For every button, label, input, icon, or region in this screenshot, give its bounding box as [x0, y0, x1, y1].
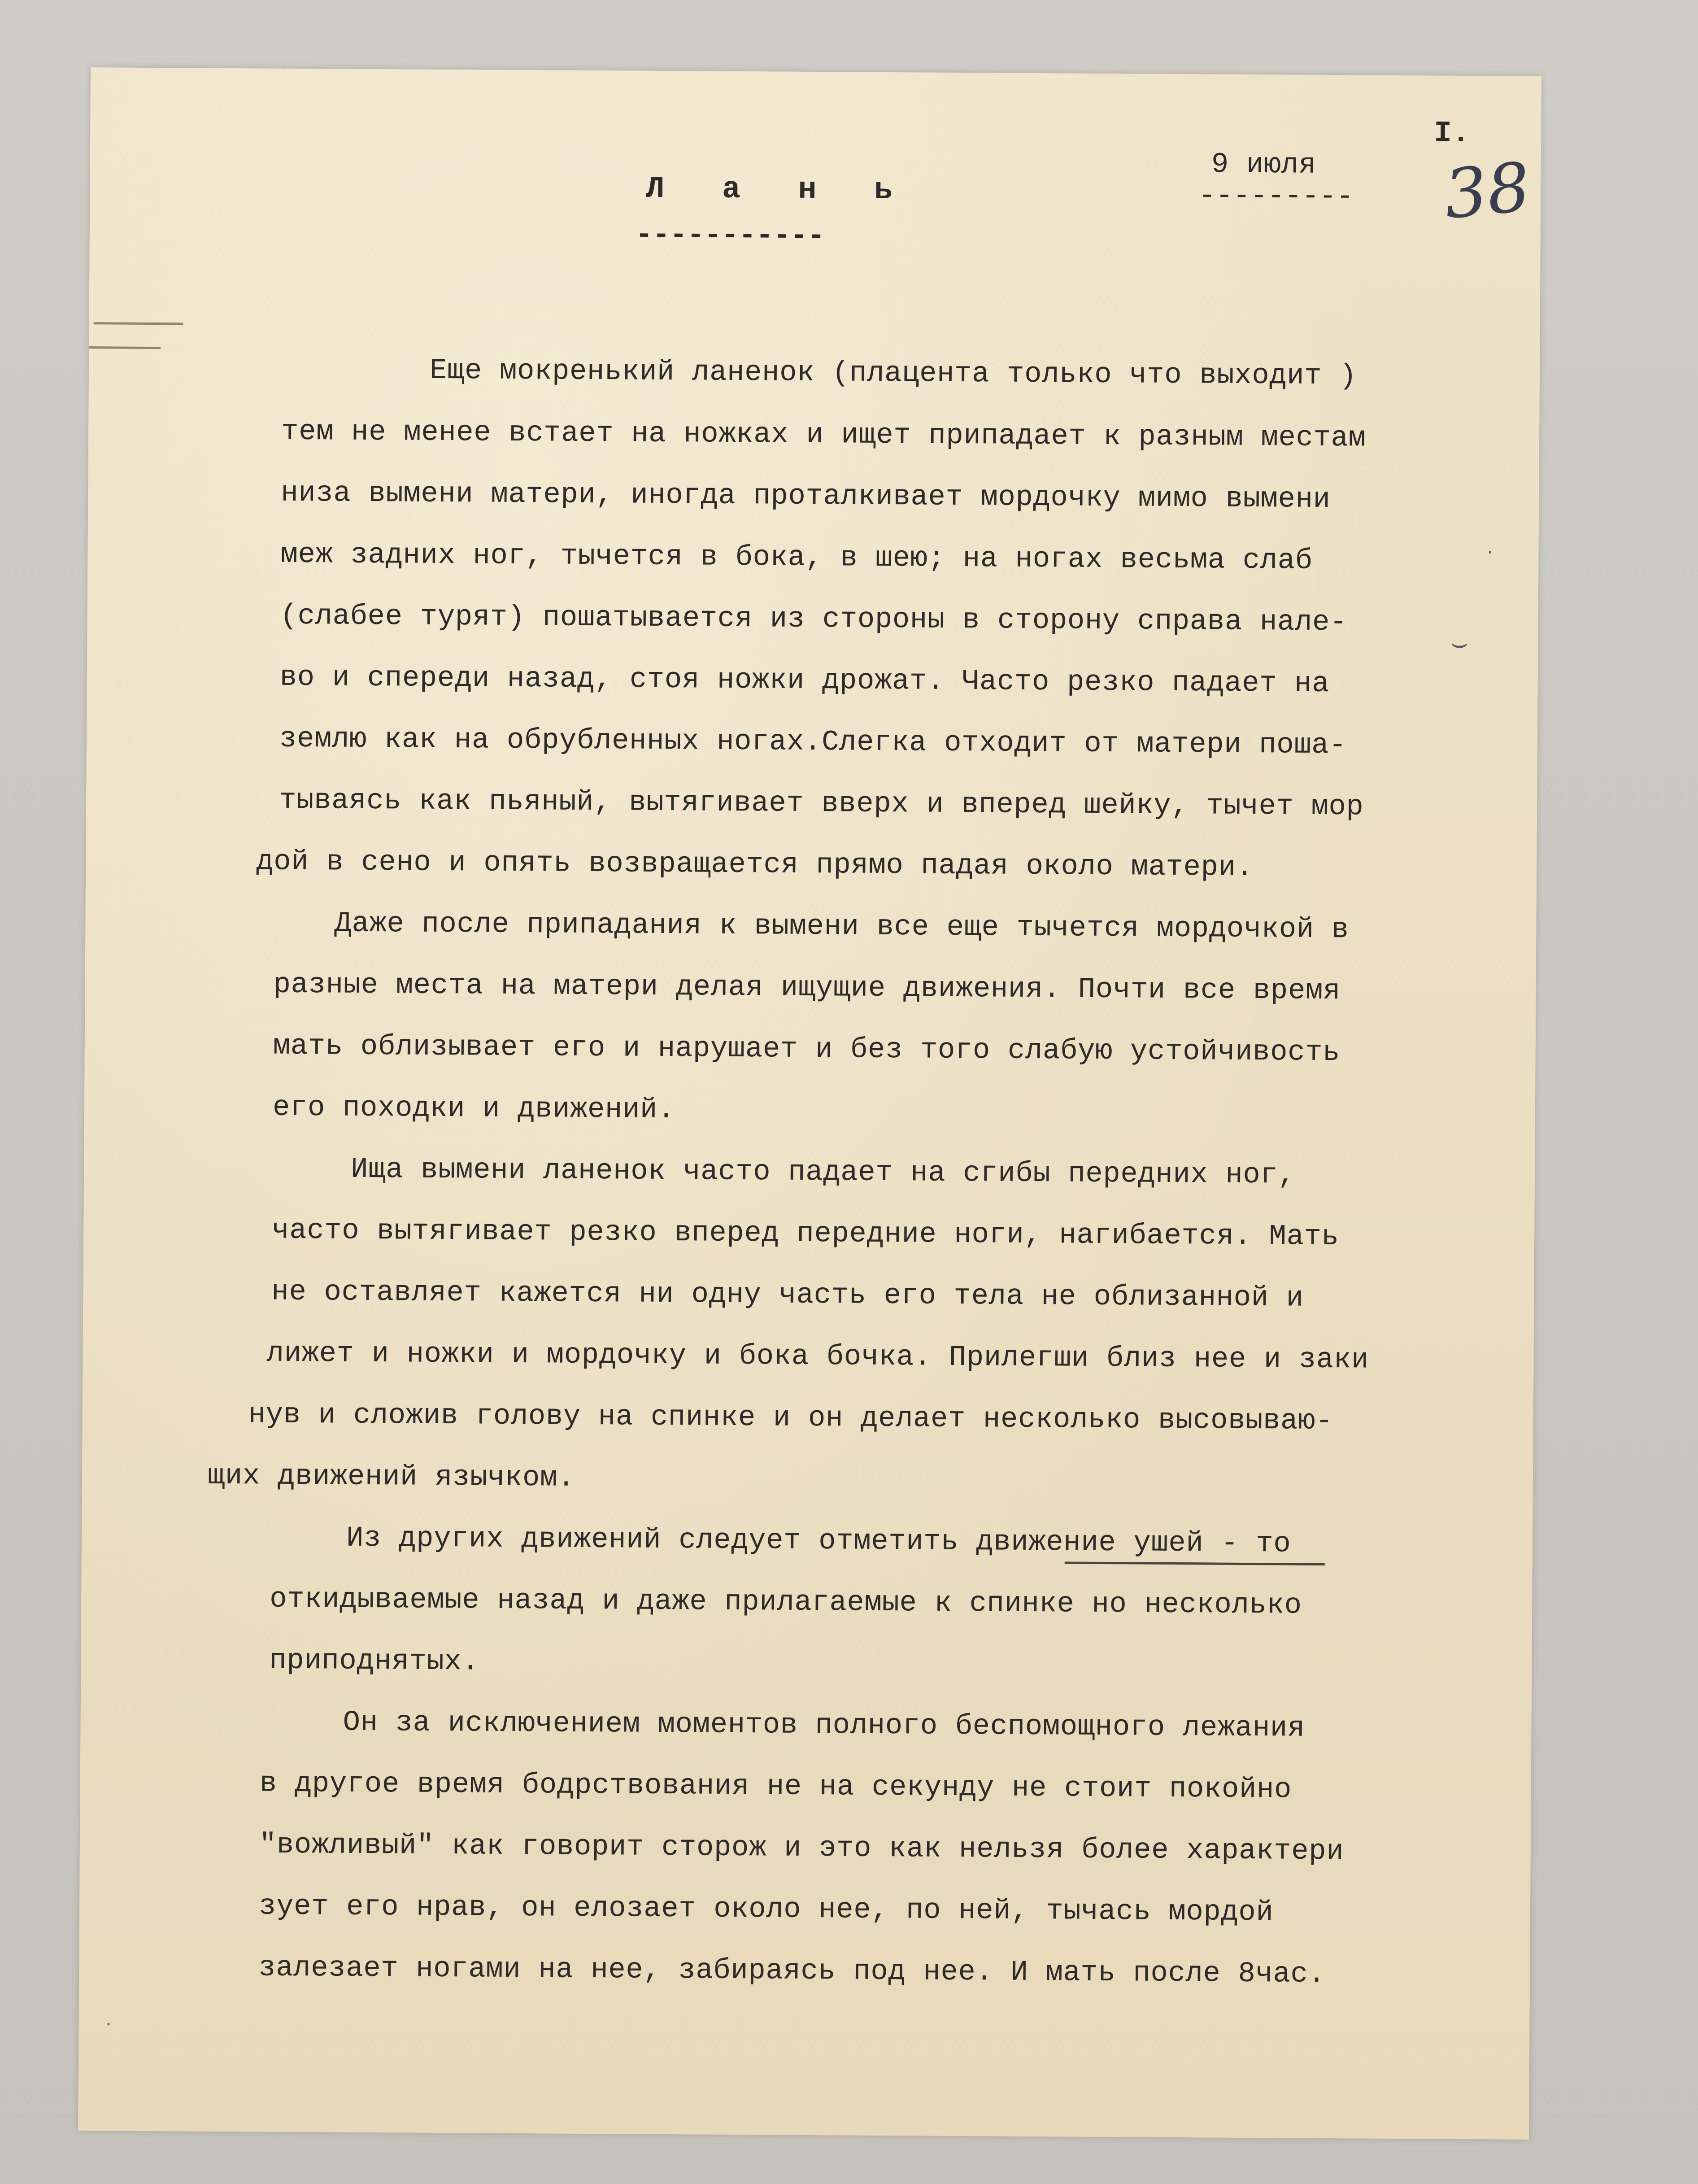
text-line: приподнятых.	[269, 1644, 479, 1678]
text-line: щих движений язычком.	[207, 1460, 575, 1495]
text-line: разные места на матери делая ищущие движения. Почти все время	[273, 968, 1341, 1008]
pencil-mark: ·	[105, 2014, 112, 2035]
document-title: Л а н ь	[646, 171, 913, 208]
text-line: (слабее турят) пошатывается из стороны в сторону справа нале-	[280, 600, 1348, 639]
text-line: дой в сено и опять возвращается прямо падая около матери.	[256, 846, 1254, 885]
text-line: лижет и ножки и мордочку и бока бочка. Прилегши близ нее и заки	[266, 1337, 1369, 1377]
text-line: меж задних ног, тычется в бока, в шею; на ногах весьма слаб	[280, 538, 1313, 577]
text-line: мать облизывает его и нарушает и без того слабую устойчивость	[273, 1030, 1341, 1069]
text-line: Из других движений следует отметить движение ушей - то	[346, 1522, 1291, 1561]
text-line: в другое время бодрствования не на секунду не стоит покойно	[259, 1767, 1292, 1806]
text-line: тываясь как пьяный, вытягивает вверх и вперед шейку, тычет мор	[279, 784, 1364, 824]
pencil-mark: ·	[1487, 542, 1493, 563]
text-line: откидываемые назад и даже прилагаемые к спинке но несколько	[270, 1583, 1302, 1622]
text-line: залезает ногами на нее, забираясь под нее. И мать после 8час.	[258, 1952, 1326, 1991]
text-line: Он за исключением моментов полного беспомощного лежания	[343, 1706, 1306, 1745]
margin-mark	[94, 322, 183, 325]
text-line: низа вымени матери, иногда проталкивает мордочку мимо вымени	[281, 477, 1331, 516]
pencil-mark: ⌣	[1450, 627, 1468, 659]
text-line: во и спереди назад, стоя ножки дрожат. Часто резко падает на	[279, 661, 1330, 701]
page-number: I.	[1434, 116, 1470, 150]
text-line: часто вытягивает резко вперед передние ноги, нагибается. Мать	[272, 1214, 1339, 1254]
typewritten-page	[78, 67, 1541, 2140]
margin-mark	[89, 346, 161, 349]
text-line: его походки и движений.	[272, 1091, 675, 1127]
date-underline: ---------	[1198, 180, 1354, 214]
text-line: Еще мокренький ланенок (плацента только что выходит )	[429, 354, 1357, 393]
text-line: зует его нрав, он елозает около нее, по ней, тычась мордой	[258, 1890, 1274, 1929]
folio-number: 38	[1441, 148, 1534, 235]
text-line: тем не менее встает на ножках и ищет припадает к разным местам	[281, 415, 1366, 455]
handwritten-underline	[1065, 1561, 1325, 1565]
text-line: Даже после припадания к вымени все еще тычется мордочкой в	[334, 907, 1349, 946]
title-underline: -----------	[635, 219, 825, 253]
text-line: "вожливый" как говорит сторож и это как нельзя более характери	[259, 1829, 1344, 1868]
text-line: не оставляет кажется ни одну часть его тела не облизанной и	[271, 1276, 1304, 1315]
text-line: нув и сложив голову на спинке и он делает несколько высовываю-	[248, 1399, 1333, 1438]
text-line: Ища вымени ланенок часто падает на сгибы передних ног,	[350, 1153, 1296, 1192]
text-line: землю как на обрубленных ногах.Слегка отходит от матери поша-	[279, 723, 1347, 762]
date: 9 июля	[1211, 148, 1317, 182]
